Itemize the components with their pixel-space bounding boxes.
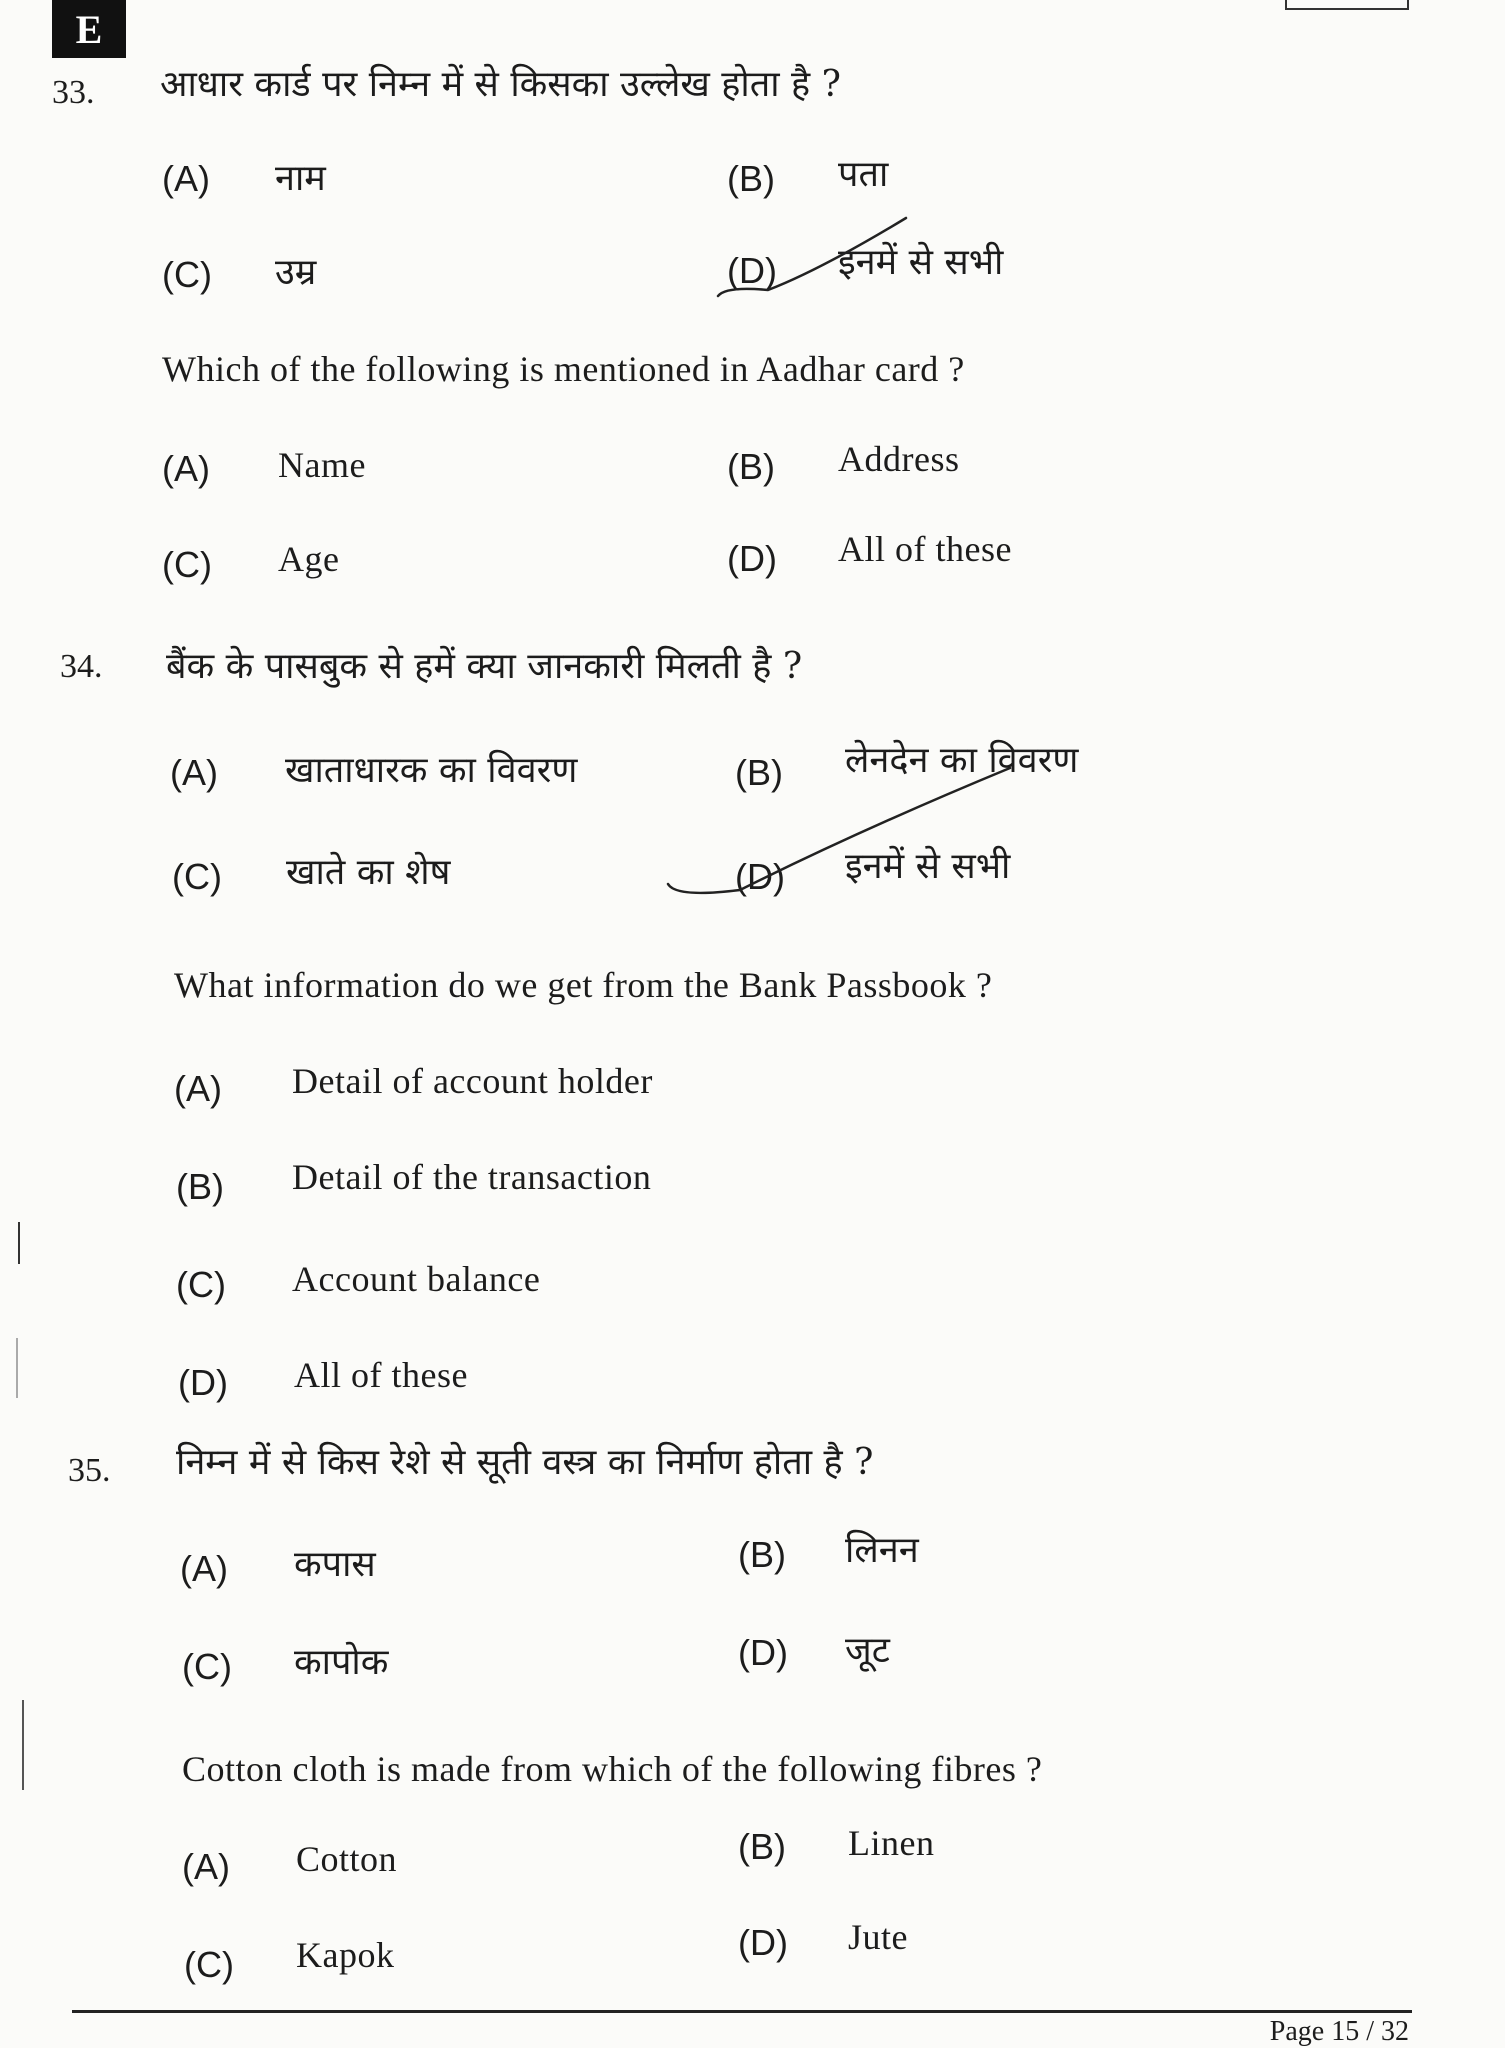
question-number: 34. <box>60 648 103 685</box>
option-text: Address <box>838 439 960 479</box>
option-label: (D) <box>727 250 777 291</box>
option-text: लेनदेन का विवरण <box>845 740 1079 781</box>
option-label: (A) <box>162 158 210 199</box>
option-label: (B) <box>738 1534 786 1575</box>
question-text-hindi: आधार कार्ड पर निम्न में से किसका उल्लेख होता है ? <box>160 64 841 105</box>
option-text: कापोक <box>294 1642 389 1683</box>
option-text: Linen <box>848 1823 935 1863</box>
question-text-english: Which of the following is mentioned in Aadhar card ? <box>162 349 965 389</box>
scan-artifact <box>18 1222 20 1264</box>
option-text: Cotton <box>296 1839 398 1879</box>
option-text: खाताधारक का विवरण <box>285 750 578 791</box>
option-label: (D) <box>738 1922 788 1963</box>
option-text: Kapok <box>296 1935 395 1975</box>
scan-artifact <box>16 1338 18 1398</box>
option-label: (A) <box>180 1548 228 1589</box>
option-label: (A) <box>170 752 218 793</box>
option-text: All of these <box>838 529 1012 569</box>
option-label: (D) <box>735 856 785 897</box>
top-bracket <box>1285 0 1409 10</box>
option-label: (B) <box>727 158 775 199</box>
option-text: इनमें से सभी <box>845 846 1011 887</box>
option-text: उम्र <box>275 252 317 293</box>
option-text: खाते का शेष <box>286 852 451 893</box>
option-text: Detail of the transaction <box>292 1157 652 1197</box>
option-label: (B) <box>727 446 775 487</box>
option-label: (C) <box>172 856 222 897</box>
set-badge: E <box>52 0 126 58</box>
option-label: (C) <box>162 544 212 585</box>
option-label: (B) <box>735 752 783 793</box>
question-number: 35. <box>68 1452 111 1489</box>
option-text: नाम <box>275 158 326 199</box>
option-label: (C) <box>182 1646 232 1687</box>
option-text: जूट <box>845 1630 890 1671</box>
question-number: 33. <box>52 74 95 111</box>
option-label: (A) <box>174 1068 222 1109</box>
option-label: (B) <box>176 1166 224 1207</box>
page-number: Page 15 / 32 <box>1269 2016 1409 2047</box>
option-text: कपास <box>294 1544 376 1585</box>
option-label: (D) <box>738 1632 788 1673</box>
option-label: (C) <box>176 1264 226 1305</box>
option-text: पता <box>838 154 889 195</box>
option-label: (D) <box>727 538 777 579</box>
question-text-english: Cotton cloth is made from which of the following fibres ? <box>182 1749 1043 1789</box>
option-text: लिनन <box>845 1530 919 1571</box>
option-text: Jute <box>848 1917 908 1957</box>
option-text: Name <box>278 445 366 485</box>
option-text: Detail of account holder <box>292 1061 653 1101</box>
option-text: Account balance <box>292 1259 541 1299</box>
option-label: (A) <box>182 1846 230 1887</box>
option-label: (C) <box>162 254 212 295</box>
option-text: All of these <box>294 1355 468 1395</box>
option-text: इनमें से सभी <box>838 242 1004 283</box>
option-text: Age <box>278 539 340 579</box>
footer-rule <box>72 2010 1412 2013</box>
option-label: (A) <box>162 448 210 489</box>
option-label: (D) <box>178 1362 228 1403</box>
question-text-hindi: बैंक के पासबुक से हमें क्या जानकारी मिलती है ? <box>166 646 803 687</box>
question-text-hindi: निम्न में से किस रेशे से सूती वस्त्र का निर्माण होता है ? <box>176 1442 874 1483</box>
question-text-english: What information do we get from the Bank Passbook ? <box>174 965 993 1005</box>
option-label: (C) <box>184 1944 234 1985</box>
scan-artifact <box>22 1700 24 1790</box>
option-label: (B) <box>738 1826 786 1867</box>
